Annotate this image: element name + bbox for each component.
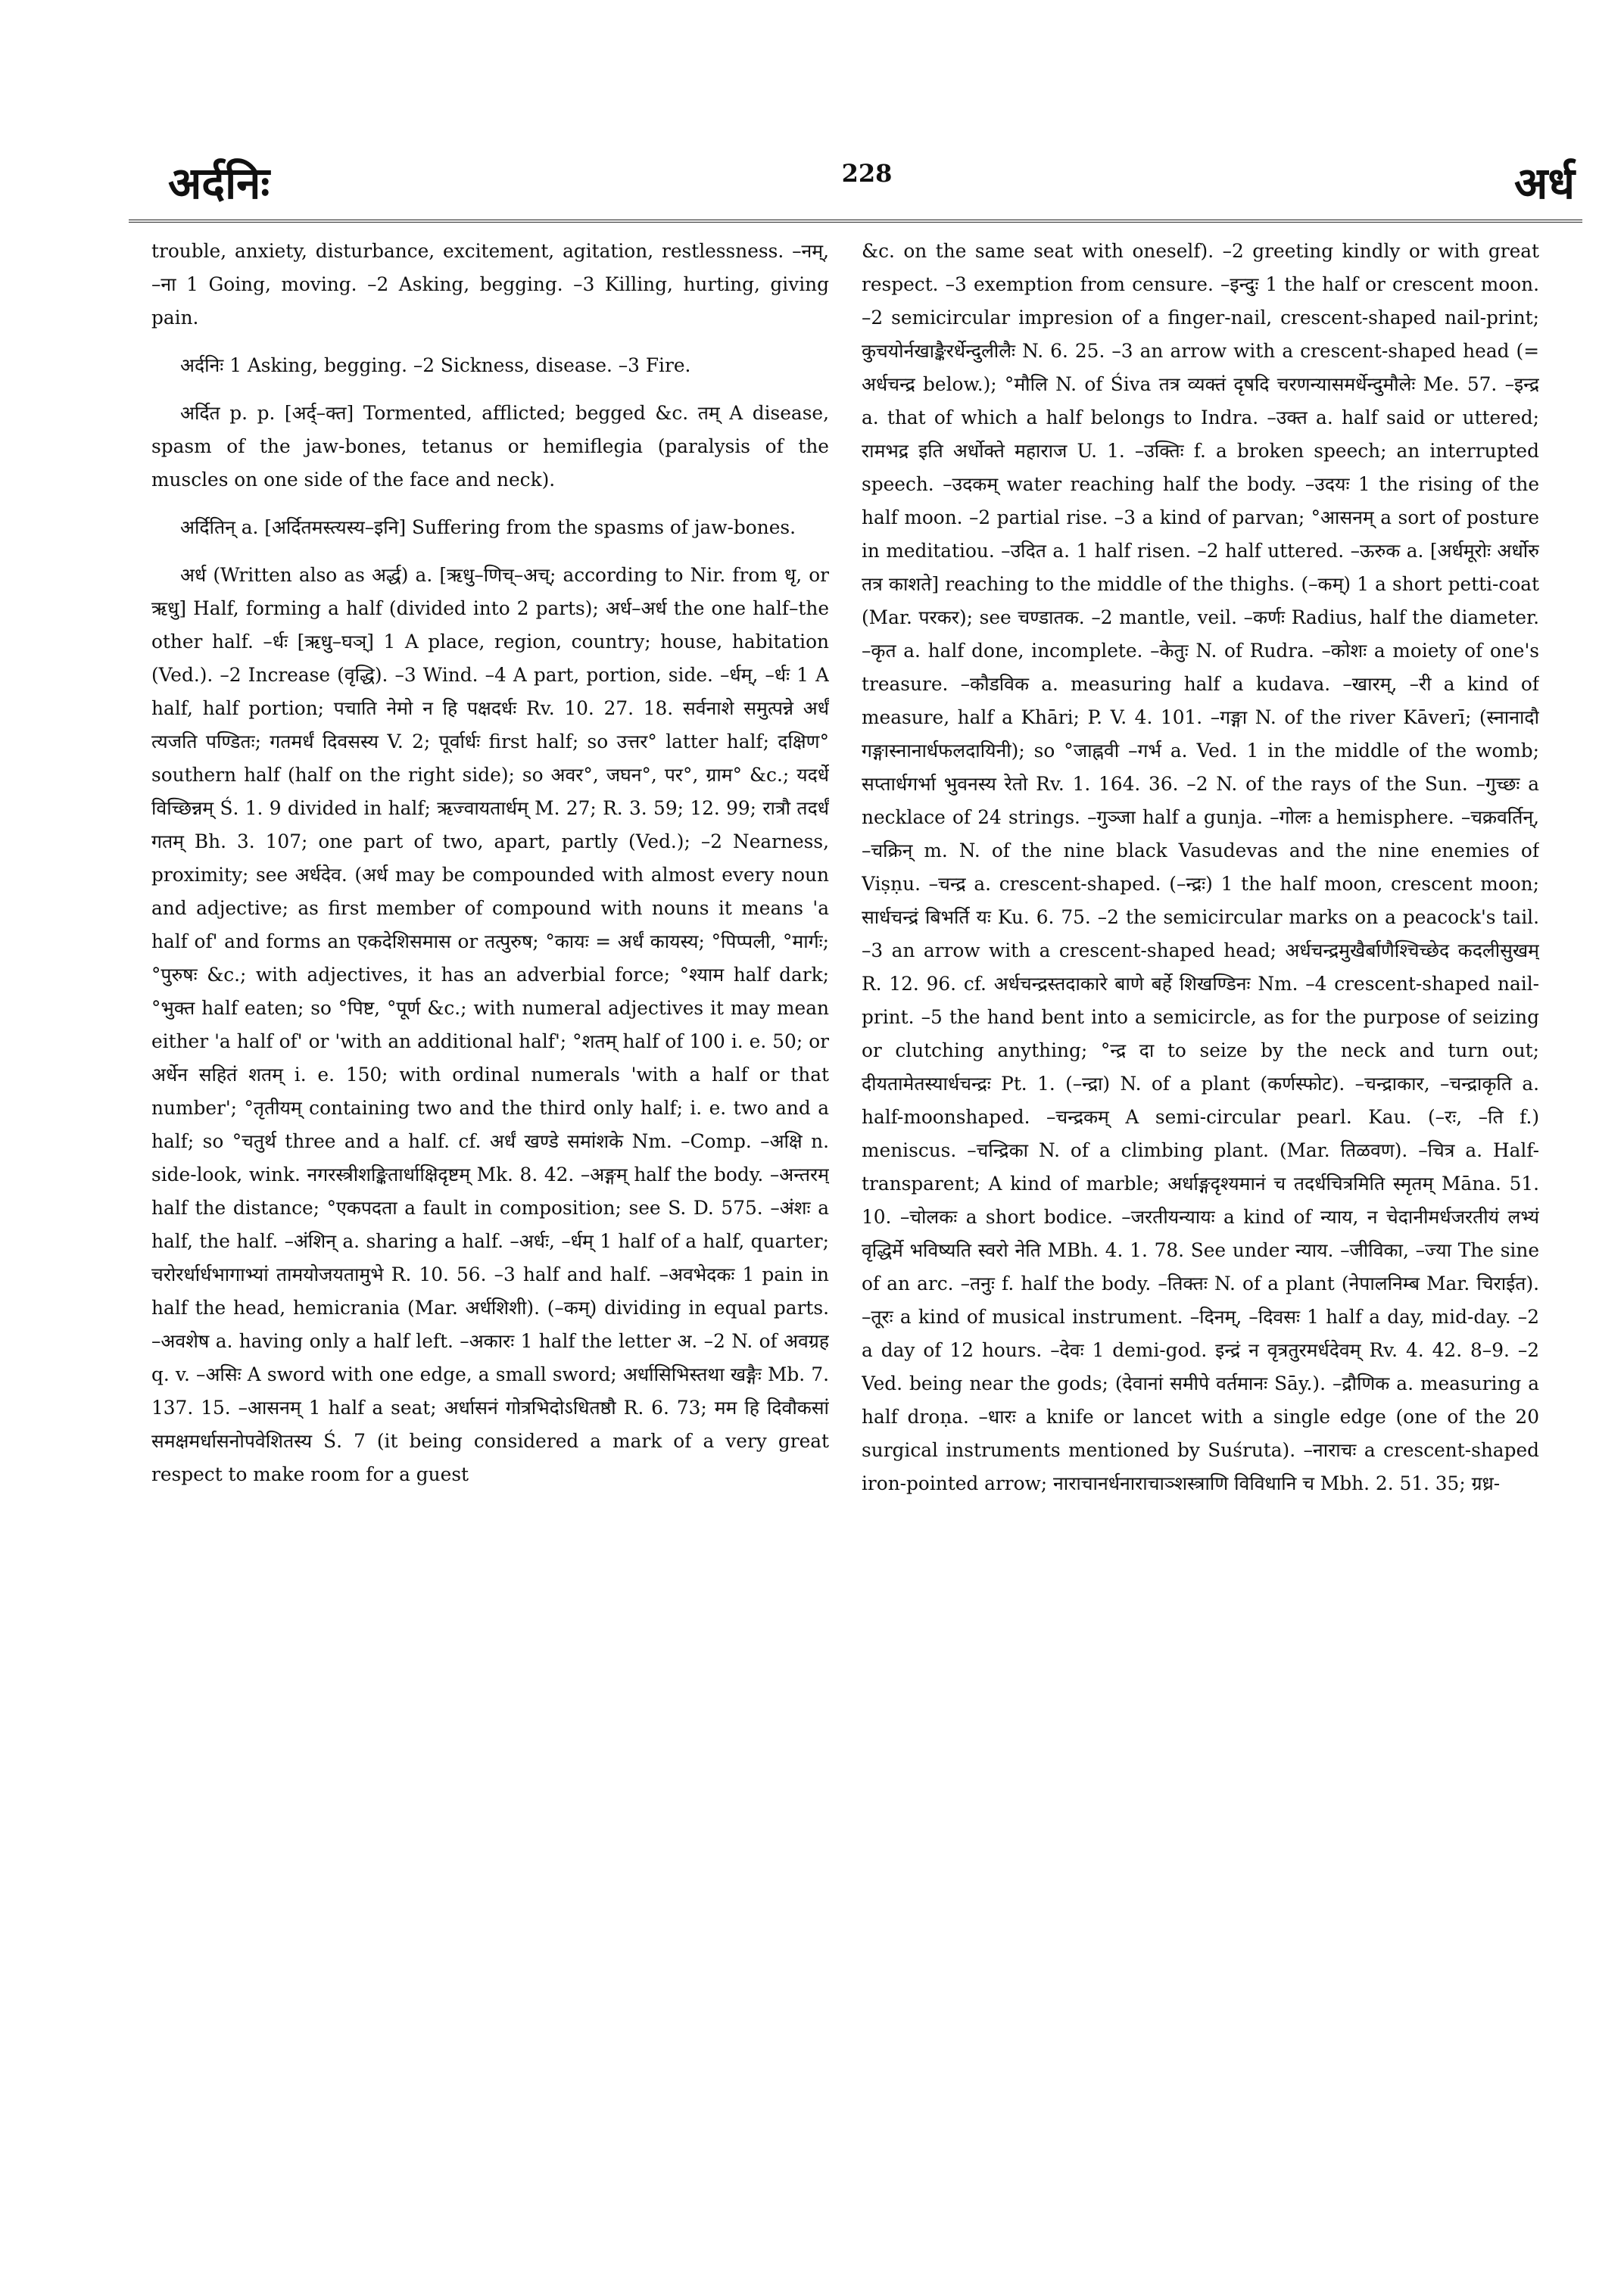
page-header bbox=[151, 151, 1582, 212]
entry-ardha: अर्ध (Written also as अर्द्ध) a. [ऋधु–णिच्–अच्; according to Nir. from धृ, or ऋधु] Half, forming a half (divided into 2 parts); अर्ध–अर्ध the one half–the other half. –र्धः [ऋधु–घञ्] 1 A place, region, country; house, habitation (Ved.). –2 Increase (वृद्धि). –3 Wind. –4 A part, portion, side. –र्धम्, –र्धः 1 A half, half portion; पचाति नेमो न हि पक्षदर्धः Rv. 10. 27. 18. सर्वनाशे समुत्पन्ने अर्धं त्यजति पण्डितः; गतमर्धं दिवसस्य V. 2; पूर्वार्धः first half; so उत्तर° latter half; दक्षिण° southern half (half on the right side); so अवर°, जघन°, पर°, ग्राम° &c.; यदर्धे विच्छिन्नम् Ś. 1. 9 divided in half; ऋज्वायतार्धम् M. 27; R. 3. 59; 12. 99; रात्रौ तदर्धं गतम् Bh. 3. 107; one part of two, apart, partly (Ved.); –2 Nearness, proximity; see अर्धदेव. (अर्ध may be compounded with almost every noun and adjective; as first member of compound with nouns it means 'a half of' and forms an एकदेशिसमास or तत्पुरुष; °कायः = अर्धं कायस्य; °पिप्पली, °मार्गः; °पुरुषः &c.; with adjectives, it has an adverbial force; °श्याम half dark; °भुक्त half eaten; so °पिष्ट, °पूर्ण &c.; with numeral adjectives it may mean either 'a half of' or 'with an additional half'; °शतम् half of 100 i. e. 50; or अर्धेन सहितं शतम् i. e. 150; with ordinal numerals 'with a half or that number'; °तृतीयम् containing two and the third only half; i. e. two and a half; so °चतुर्थ three and a half. cf. अर्धं खण्डे समांशके Nm. –Comp. –अक्षि n. side-look, wink. नगरस्त्रीशङ्कितार्धाक्षिदृष्टम् Mk. 8. 42. –अङ्गम् half the body. –अन्तरम् half the distance; °एकपदता a fault in composition; see S. D. 575. –अंशः a half, the half. –अंशिन् a. sharing a half. –अर्धः, –र्धम् 1 half of a half, quarter; चरोरर्धार्धभागाभ्यां तामयोजयतामुभे R. 10. 56. –3 half and half. –अवभेदकः 1 pain in half the head, hemicrania (Mar. अर्धशिशी). (–कम्) dividing in equal parts. –अवशेष a. having only a half left. –अकारः 1 half the letter अ. –2 N. of अवग्रह q. v. –असिः A sword with one edge, a small sword; अर्धासिभिस्तथा खङ्गैः Mb. 7. 137. 15. –आसनम् 1 half a seat; अर्धासनं गोत्रभिदोऽधितष्ठौ R. 6. 73; मम हि दिवौकसां समक्षमर्धासनोपवेशितस्य Ś. 7 (it being considered a mark of a very great respect to make room for a guest bbox=[151, 564, 829, 1485]
page-number: 228 bbox=[841, 159, 893, 188]
entry-arditin: अर्दितिन् a. [अर्दितमस्त्यस्य–इनि] Suffering from the spasms of jaw-bones. bbox=[180, 516, 796, 538]
left-guide-word: अर्दनिः bbox=[168, 157, 270, 209]
right-guide-word: अर्ध bbox=[1514, 157, 1575, 209]
header-rule bbox=[129, 220, 1582, 223]
entry-ardanih: अर्दनिः 1 Asking, begging. –2 Sickness, disease. –3 Fire. bbox=[180, 354, 691, 376]
left-column bbox=[151, 235, 829, 2271]
entry-ardha-continued: &c. on the same seat with oneself). –2 greeting kindly or with great respect. –3 exemption from censure. –इन्दुः 1 the half or crescent moon. –2 semicircular impresion of a finger-nail, crescent-shaped nail-print; कुचयोर्नखाङ्कैरर्धेन्दुलीलैः N. 6. 25. –3 an arrow with a crescent-shaped head (= अर्धचन्द्र below.); °मौलि N. of Śiva तत्र व्यक्तं दृषदि चरणन्यासमर्धेन्दुमौलेः Me. 57. –इन्द्र a. that of which a half belongs to Indra. –उक्त a. half said or uttered; रामभद्र इति अर्धोक्ते महाराज U. 1. –उक्तिः f. a broken speech; an interrupted speech. –उदकम् water reaching half the body. –उदयः 1 the rising of the half moon. –2 partial rise. –3 a kind of parvan; °आसनम् a sort of posture in meditatiou. –उदित a. 1 half risen. –2 half uttered. –ऊरुक a. [अर्धमूरोः अर्धोरु तत्र काशते] reaching to the middle of the thighs. (–कम्) 1 a short petti-coat (Mar. परकर); see चण्डातक. –2 mantle, veil. –कर्णः Radius, half the diameter. –कृत a. half done, incomplete. –केतुः N. of Rudra. –कोशः a moiety of one's treasure. –कौडविक a. measuring half a kudava. –खारम्, –री a kind of measure, half a Khāri; P. V. 4. 101. –गङ्गा N. of the river Kāverī; (स्नानादौ गङ्गास्नानार्धफलदायिनी); so °जाह्नवी –गर्भ a. Ved. 1 in the middle of the womb; सप्तार्धगर्भा भुवनस्य रेतो Rv. 1. 164. 36. –2 N. of the rays of the Sun. –गुच्छः a necklace of 24 strings. –गुञ्जा half a gunja. –गोलः a hemisphere. –चक्रवर्तिन्, –चक्रिन् m. N. of the nine black Vasudevas and the nine enemies of Viṣṇu. –चन्द्र a. crescent-shaped. (–न्द्रः) 1 the half moon, crescent moon; सार्धचन्द्रं बिभर्ति यः Ku. 6. 75. –2 the semicircular marks on a peacock's tail. –3 an arrow with a crescent-shaped head; अर्धचन्द्रमुखैर्बाणैश्चिच्छेद कदलीसुखम् R. 12. 96. cf. अर्धचन्द्रस्तदाकारे बाणे बर्हे शिखण्डिनः Nm. –4 crescent-shaped nail-print. –5 the hand bent into a semicircle, as for the purpose of seizing or clutching anything; °न्द्र दा to seize by the neck and turn out; दीयतामेतस्यार्धचन्द्रः Pt. 1. (–न्द्रा) N. of a plant (कर्णस्फोट). –चन्द्राकार, –चन्द्राकृति a. half-moonshaped. –चन्द्रकम् A semi-circular pearl. Kau. (–रः, –ति f.) meniscus. –चन्द्रिका N. of a climbing plant. (Mar. तिळवण). –चित्र a. Half-transparent; A kind of marble; अर्धाङ्गदृश्यमानं च तदर्धचित्रमिति स्मृतम् Māna. 51. 10. –चोलकः a short bodice. –जरतीयन्यायः a kind of न्याय, न चेदानीमर्धजरतीयं लभ्यं वृद्धिर्मे भविष्यति स्वरो नेति MBh. 4. 1. 78. See under न्याय. –जीविका, –ज्या The sine of an arc. –तनुः f. half the body. –तिक्तः N. of a plant (नेपालनिम्ब Mar. चिराईत). –तूरः a kind of musical instrument. –दिनम्, –दिवसः 1 half a day, mid-day. –2 a day of 12 hours. –देवः 1 demi-god. इन्द्रं न वृत्रतुरमर्धदेवम् Rv. 4. 42. 8–9. –2 Ved. being near the gods; (देवानां समीपे वर्तमानः Sāy.). –द्रौणिक a. measuring a half droṇa. –धारः a knife or lancet with a single edge (one of the 20 surgical instruments mentioned by Suśruta). –नाराचः a crescent-shaped iron-pointed arrow; नाराचानर्धनाराचाञ्शस्त्राणि विविधानि च Mbh. 2. 51. 35; ग्रध्र- bbox=[862, 240, 1539, 1494]
entry-ardita: अर्दित p. p. [अर्द्–क्त] Tormented, afflicted; begged &c. तम् A disease, spasm of the jaw-bones, tetanus or hemiflegia (paralysis of the muscles on one side of the face and neck). bbox=[151, 402, 829, 491]
entry-continuation: trouble, anxiety, disturbance, excitement, agitation, restlessness. –नम्, –ना 1 Going, moving. –2 Asking, begging. –3 Killing, hurting, giving pain. bbox=[151, 240, 829, 329]
right-column bbox=[862, 235, 1539, 2271]
